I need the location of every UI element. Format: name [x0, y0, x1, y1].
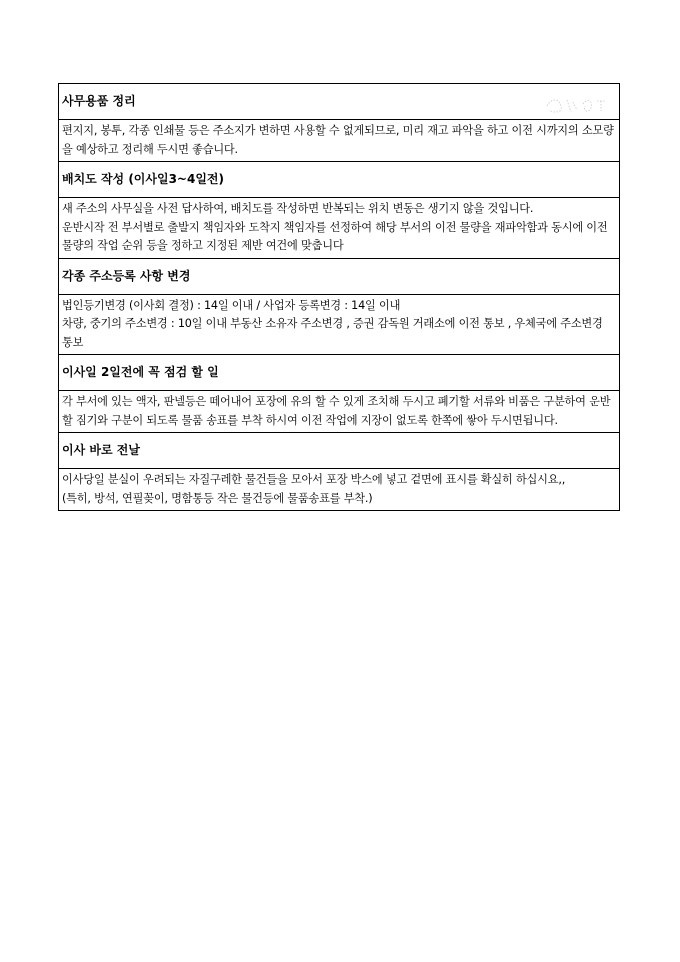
- section-body: [59, 469, 620, 511]
- section-body: [59, 120, 620, 162]
- moving-checklist-table: [58, 83, 620, 511]
- section-body: [59, 198, 620, 259]
- section-title: 이사 바로 전날: [59, 433, 620, 469]
- section-paragraph: 각 부서에 있는 액자, 판넬등은 떼어내어 포장에 유의 할 수 있게 조치해 두시고 폐기할 서류와 비품은 구분하여 운반할 짐기와 구분이 되도록 물품 송표를 부착 하시여 이전 작업에 지장이 없도록 한쪽에 쌓아 두시면됩니다.: [62, 395, 611, 427]
- section-body-row: [59, 469, 620, 511]
- section-body-row: [59, 294, 620, 355]
- section-body: [59, 294, 620, 355]
- section-paragraph: (특히, 방석, 연필꽂이, 명함통등 작은 물건등에 물품송표를 부착.): [62, 491, 373, 505]
- section-paragraph: 법인등기변경 (이사회 결정) : 14일 이내 / 사업자 등록변경 : 14일 이내: [62, 298, 401, 312]
- section-heading-row: [59, 162, 620, 198]
- section-body-row: [59, 120, 620, 162]
- section-paragraph: 운반시작 전 부서별로 출발지 책임자와 도착지 책임자를 선정하여 해당 부서의 이전 물량을 재파악함과 동시에 이전 물량의 작업 순위 등을 정하고 지정된 제반 여건에 맞춥니다: [62, 220, 608, 252]
- section-title: 이사일 2일전에 꼭 점검 할 일: [59, 355, 620, 391]
- section-heading-row: [59, 258, 620, 294]
- section-title: 사무용품 정리: [59, 84, 620, 120]
- section-paragraph: 편지지, 봉투, 각종 인쇄물 등은 주소지가 변하면 사용할 수 없게되므로, 미리 재고 파악을 하고 이전 시까지의 소모량을 예상하고 정리해 두시면 좋습니다.: [62, 124, 614, 156]
- section-paragraph: 새 주소의 사무실을 사전 답사하여, 배치도를 작성하면 반복되는 위치 변동은 생기지 않을 것입니다.: [62, 202, 534, 215]
- faint-stamp-mark: [543, 94, 611, 116]
- section-heading-row: [59, 355, 620, 391]
- section-title: 배치도 작성 (이사일3~4일전): [59, 162, 620, 198]
- section-heading-row: [59, 84, 620, 120]
- section-body-row: [59, 391, 620, 433]
- section-heading-row: [59, 433, 620, 469]
- section-paragraph: 차량, 중기의 주소변경 : 10일 이내 부동산 소유자 주소변경 , 증권 감독원 거래소에 이전 통보 , 우체국에 주소변경 통보: [62, 317, 603, 349]
- section-body: [59, 391, 620, 433]
- section-paragraph: 이사당일 분실이 우려되는 자질구레한 물건들을 모아서 포장 박스에 넣고 겉면에 표시를 확실히 하십시요,,: [62, 473, 566, 486]
- section-body-row: [59, 198, 620, 259]
- section-title: 각종 주소등록 사항 변경: [59, 258, 620, 294]
